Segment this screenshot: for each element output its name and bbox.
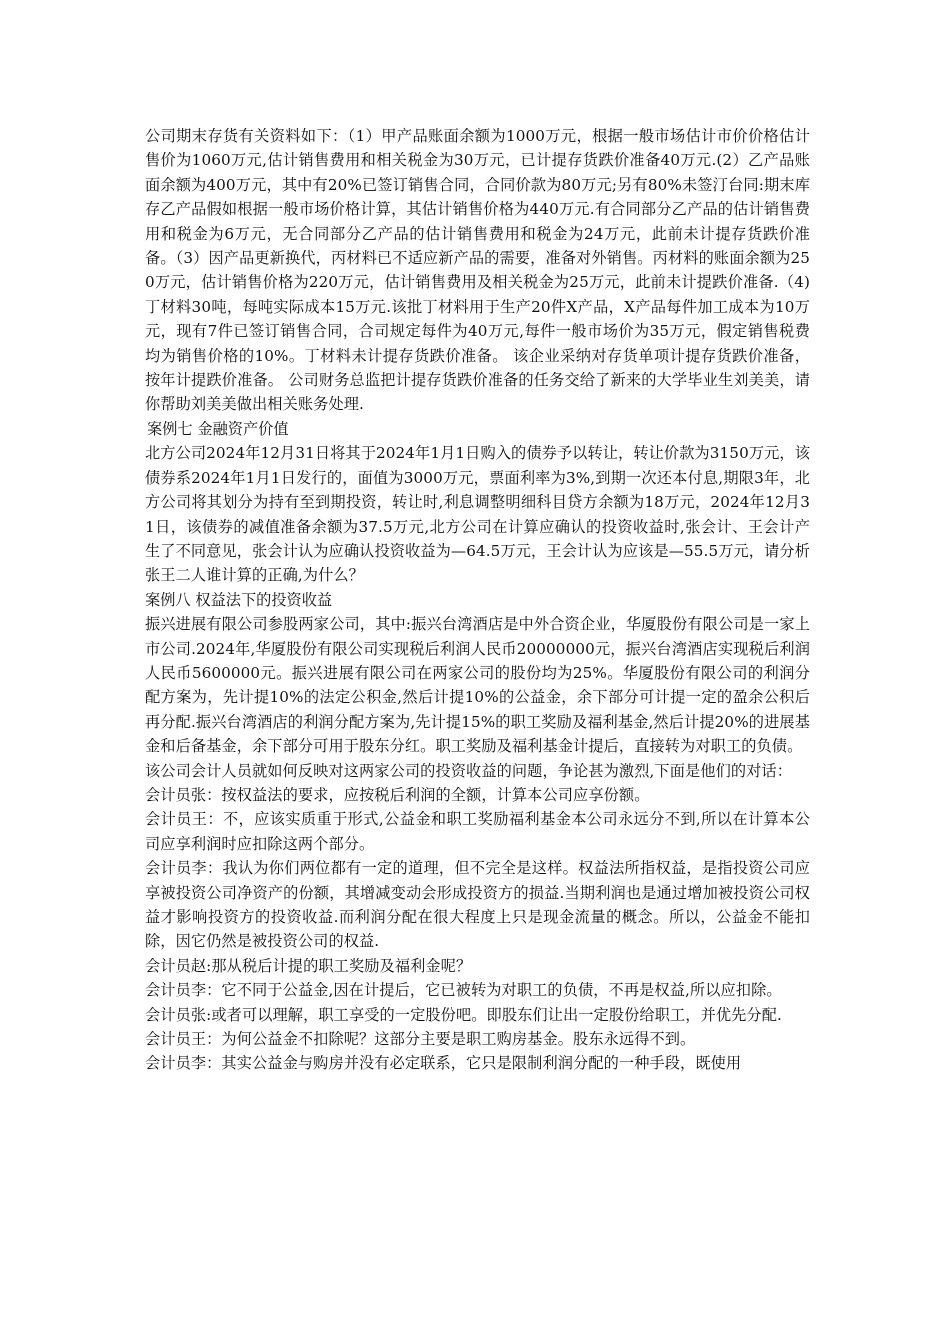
dialogue-line-li-3: 会计员李：其实公益金与购房并没有必定联系，它只是限制利润分配的一种手段，既使用 [145, 1054, 742, 1073]
document-page [145, 124, 810, 1076]
paragraph-dialogue-intro: 该公司会计人员就如何反映对这两家公司的投资收益的问题，争论甚为激烈,下面是他们的对话： [145, 761, 793, 780]
dialogue-line-wang-2: 会计员王：为何公益金不扣除呢？这部分主要是职工购房基金。股东永远得不到。 [145, 1030, 696, 1049]
heading-case-eight: 案例八 权益法下的投资收益 [145, 590, 333, 609]
dialogue-line-zhao-1: 会计员赵:那从税后计提的职工奖励及福利金呢？ [145, 956, 472, 975]
paragraph-inventory-case: 公司期末存货有关资料如下：（1）甲产品账面余额为1000万元，根据一般市场估计市价价格估计售价为1060万元,估计销售费用和相关税金为30万元，已计提存货跌价准备40万元.(2）乙产品账面余额为400万元，其中有20%已签订销售合同，合同价款为80万元;另有80%未签汀台同:期末库存乙产品假如根据一般市场价格计算，其估计销售价格为440万元.有合同部分乙产品的估计销售费用和税金为6万元，无合同部分乙产品的估计销售费用和税金为24万元，此前未计提存货跌价准备。（3）因产品更新换代，丙材料已不适应新产品的需要，准备对外销售。丙材料的账面余额为250万元，估计销售价格为220万元，估计销售费用及相关税金为25万元，此前未计提跌价准备.（4)丁材料30吨，每吨实际成本15万元.该批丁材料用于生产20件X产品，X产品每件加工成本为10万元，现有7件已签订销售合同，合司规定每件为40万元,每件一般市场价为35万元，假定销售税费均为销售价格的10%。丁材料未计提存货跌价准备。 该企业采纳对存货单项计提存货跌价准备，按年计提跌价准备。 公司财务总监把计提存货跌价准备的任务交给了新来的大学毕业生刘美美，请你帮助刘美美做出相关账务处理. [145, 127, 810, 414]
dialogue-line-li-1: 会计员李：我认为你们两位都有一定的道理，但不完全是这样。权益法所指权益，是指投资公司应享被投资公司净资产的份额，其增减变动会形成投资方的损益.当期利润也是通过增加被投资公司权益才影响投资方的投资收益.而利润分配在很大程度上只是现金流量的概念。所以，公益金不能扣除，因它仍然是被投资公司的权益. [145, 859, 810, 951]
heading-case-seven: 案例七 金融资产价值 [147, 419, 289, 438]
paragraph-equity-method-case: 振兴进展有限公司参股两家公司，其中:振兴台湾酒店是中外合资企业，华厦股份有限公司是一家上市公司.2024年,华厦股份有限公司实现税后利润人民币20000000元，振兴台湾酒店实现税后利润人民币5600000元。振兴进展有限公司在两家公司的股份均为25%。华厦股份有限公司的利润分配方案为，先计提10%的法定公积金,然后计提10%的公益金，余下部分可计提一定的盈余公积后再分配.振兴台湾酒店的利润分配方案为,先计提15%的职工奖励及福利基金,然后计提20%的进展基金和后备基金，余下部分可用于股东分红。职工奖励及福利基金计提后，直接转为对职工的负债。 [145, 615, 810, 756]
dialogue-line-zhang-1: 会计员张：按权益法的要求，应按税后利润的全额，计算本公司应享份额。 [145, 785, 650, 804]
dialogue-line-li-2: 会计员李：它不同于公益金,因在计提后，它已被转为对职工的负债，不再是权益,所以应扣除。 [145, 981, 782, 1000]
paragraph-financial-asset-case: 北方公司2024年12月31日将其于2024年1月1日购入的债券予以转让，转让价款为3150万元，该债券系2024年1月1日发行的，面值为3000万元，票面利率为3%,到期一次还本付息,期限3年，北方公司将其划分为持有至到期投资，转让时,利息调整明细科目贷方余额为18万元，2024年12月31日，该债券的减值准备余额为37.5万元,北方公司在计算应确认的投资收益时,张会计、王会计产生了不同意见，张会计认为应确认投资收益为—64.5万元，王会计认为应该是—55.5万元，请分析张王二人谁计算的正确,为什么？ [145, 444, 810, 585]
dialogue-line-zhang-2: 会计员张:或者可以理解，职工享受的一定股份吧。即股东们让出一定股份给职工，并优先分配. [145, 1005, 782, 1024]
dialogue-line-wang-1: 会计员王：不，应该实质重于形式,公益金和职工奖励福利基金本公司永远分不到,所以在计算本公司应享利润时应扣除这两个部分。 [145, 810, 810, 853]
